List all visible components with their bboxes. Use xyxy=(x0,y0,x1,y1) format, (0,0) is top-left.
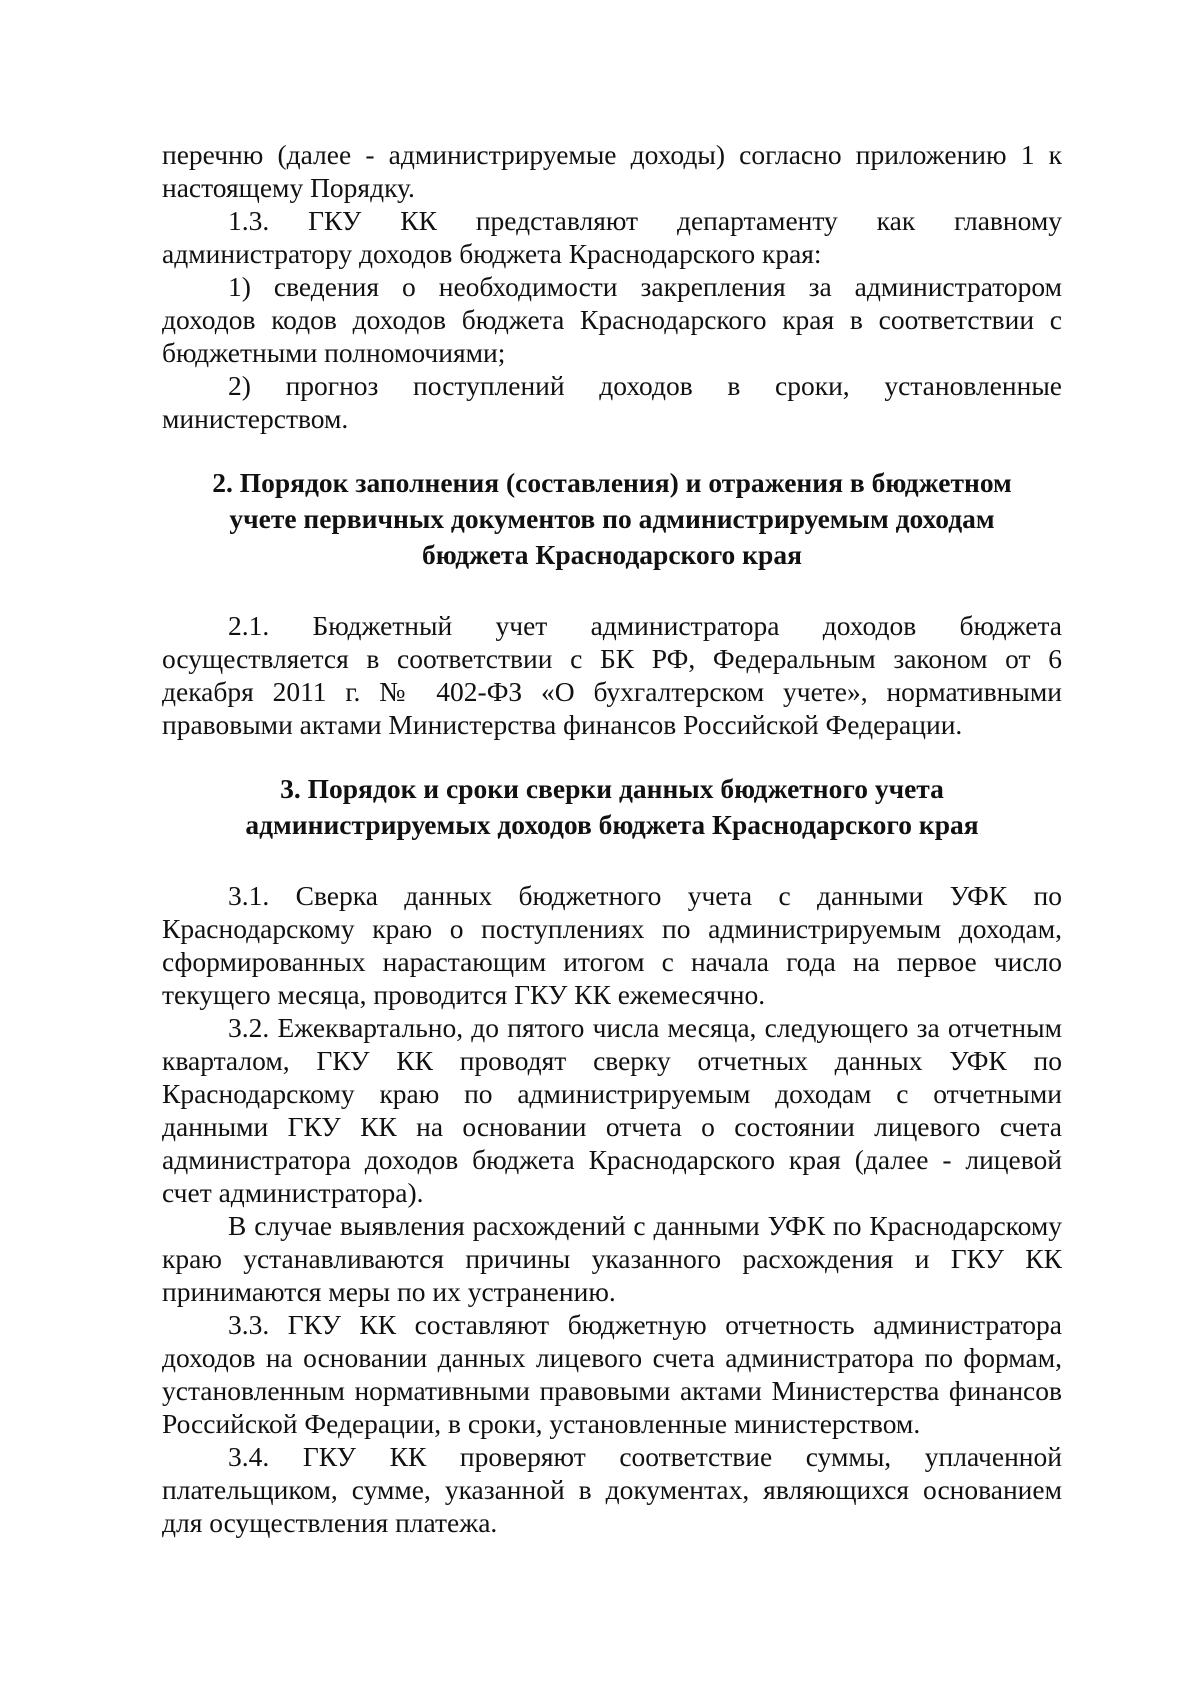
spacer xyxy=(162,843,1062,879)
paragraph-3-2-discrepancy: В случае выявления расхождений с данными УФК по Краснодарскому краю устанавливаются причины указанного расхождения и ГКУ КК принимаются меры по их устранению. xyxy=(162,1210,1062,1307)
section-3-heading-line-1: 3. Порядок и сроки сверки данных бюджетного учета xyxy=(280,773,944,804)
spacer xyxy=(162,741,1062,771)
paragraph-3-4: 3.4. ГКУ КК проверяют соответствие суммы, уплаченной плательщиком, сумме, указанной в документах, являющихся основанием для осуществления платежа. xyxy=(162,1441,1062,1538)
paragraph-1-3: 1.3. ГКУ КК представляют департаменту как главному администратору доходов бюджета Краснодарского края: xyxy=(162,205,1062,269)
spacer xyxy=(162,435,1062,465)
paragraph-2-1: 2.1. Бюджетный учет администратора доходов бюджета осуществляется в соответствии с БК РФ, Федеральным законом от 6 декабря 2011 г. № 402-ФЗ «О бухгалтерском учете», нормативными правовыми актами Министерства финансов Российской Федерации. xyxy=(162,610,1062,740)
section-2-heading xyxy=(162,465,1062,573)
section-2-heading-line-2: учете первичных документов по администрируемым доходам xyxy=(229,503,995,534)
paragraph-3-3: 3.3. ГКУ КК составляют бюджетную отчетность администратора доходов на основании данных лицевого счета администратора по формам, установленным нормативными правовыми актами Министерства финансов Российской Федерации, в сроки, установленные министерством. xyxy=(162,1309,1062,1439)
paragraph-item-1: 1) сведения о необходимости закрепления за администратором доходов кодов доходов бюджета Краснодарского края в соответствии с бюджетными полномочиями; xyxy=(162,271,1062,368)
section-3-heading-line-2: администрируемых доходов бюджета Краснодарского края xyxy=(245,809,979,840)
paragraph-3-2: 3.2. Ежеквартально, до пятого числа месяца, следующего за отчетным кварталом, ГКУ КК проводят сверку отчетных данных УФК по Краснодарскому краю по администрируемым доходам с отчетными данными ГКУ КК на основании отчета о состоянии лицевого счета администратора доходов бюджета Краснодарского края (далее - лицевой счет администратора). xyxy=(162,1012,1062,1208)
paragraph-3-1: 3.1. Сверка данных бюджетного учета с данными УФК по Краснодарскому краю о поступлениях по администрируемым доходам, сформированных нарастающим итогом с начала года на первое число текущего месяца, проводится ГКУ КК ежемесячно. xyxy=(162,880,1062,1010)
paragraph-item-2: 2) прогноз поступлений доходов в сроки, установленные министерством. xyxy=(162,370,1062,434)
document-body xyxy=(162,138,1062,1539)
section-2-heading-line-3: бюджета Краснодарского края xyxy=(422,539,802,570)
spacer xyxy=(162,573,1062,609)
section-3-heading xyxy=(162,771,1062,843)
paragraph-continuation: перечню (далее - администрируемые доходы) согласно приложению 1 к настоящему Порядку. xyxy=(162,139,1062,203)
section-2-heading-line-1: 2. Порядок заполнения (составления) и отражения в бюджетном xyxy=(212,467,1012,498)
